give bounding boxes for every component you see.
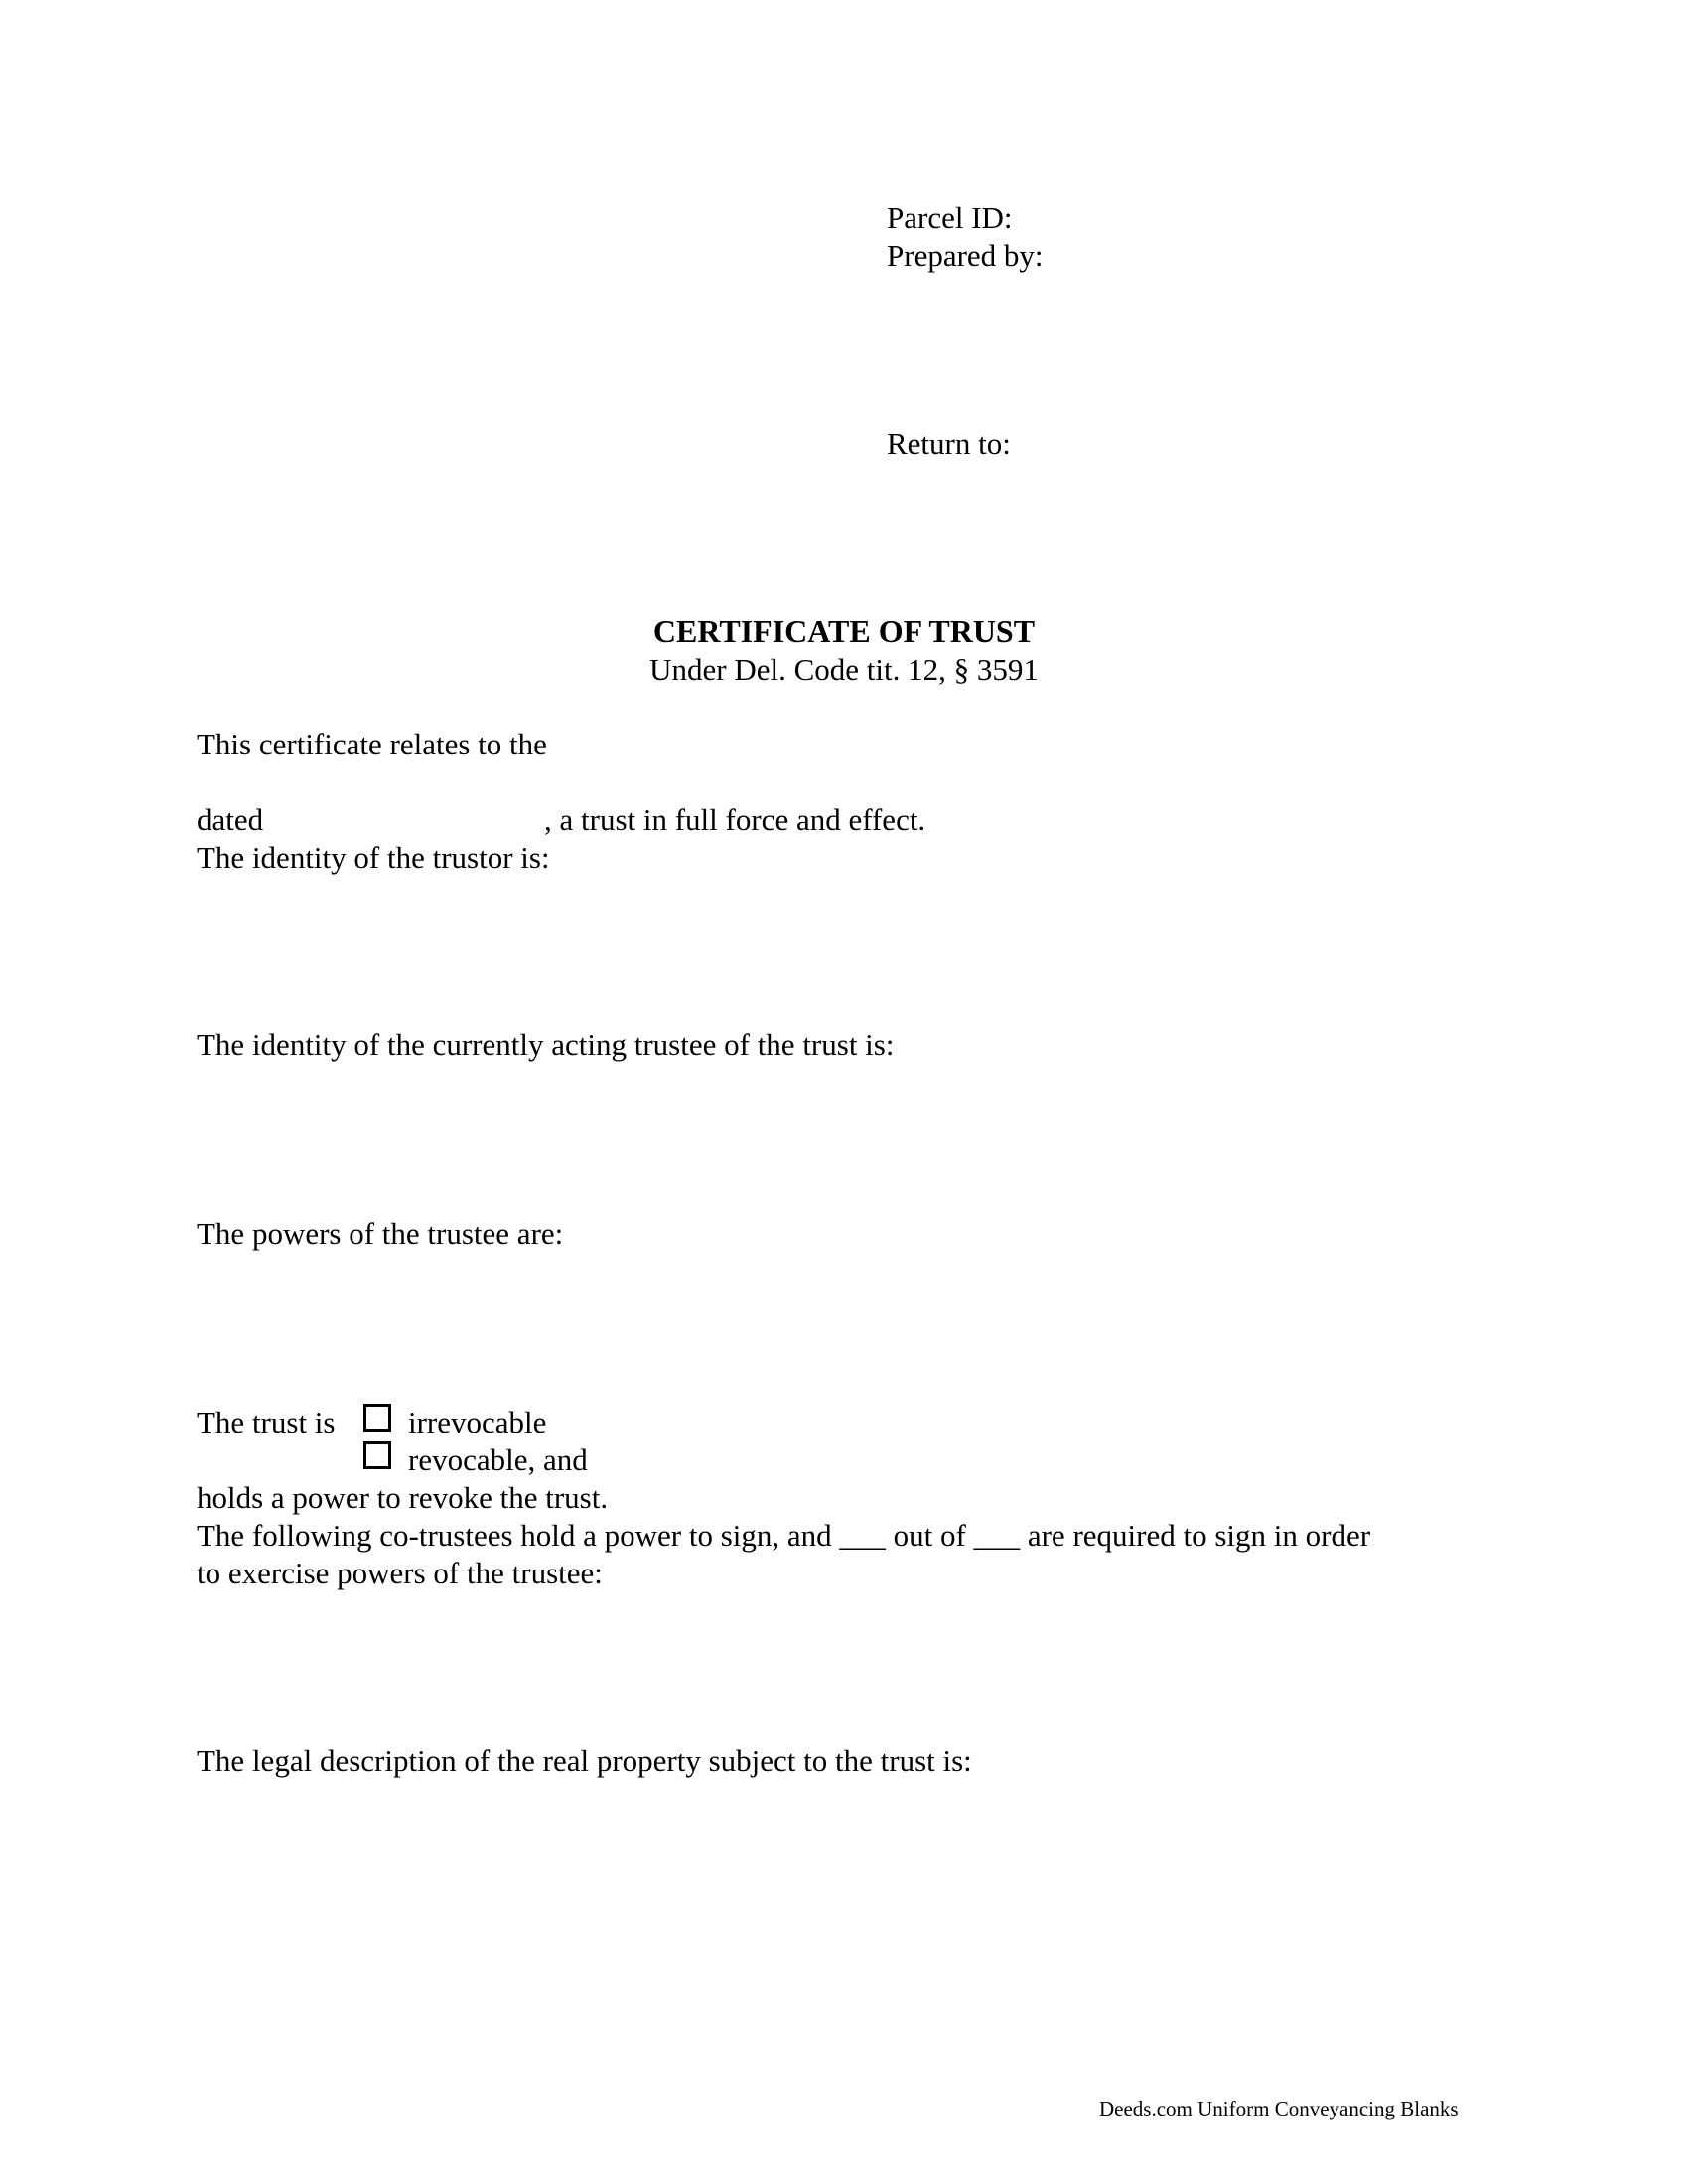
document-title: CERTIFICATE OF TRUST xyxy=(652,614,1036,649)
cotrustees-text-line-1: The following co-trustees hold a power to sign, and ___ out of ___ are required to sign in order xyxy=(197,1518,1371,1553)
cotrustees-text-line-2: to exercise powers of the trustee: xyxy=(197,1556,603,1590)
revocable-checkbox[interactable] xyxy=(363,1441,391,1469)
irrevocable-checkbox[interactable] xyxy=(363,1404,391,1432)
parcel-id-label: Parcel ID: xyxy=(887,201,1013,235)
holds-power-text: holds a power to revoke the trust. xyxy=(197,1480,609,1515)
return-to-label: Return to: xyxy=(887,426,1011,461)
revocable-option-label: revocable, and xyxy=(408,1442,588,1477)
relates-to-text: This certificate relates to the xyxy=(197,727,547,761)
trust-is-label: The trust is xyxy=(197,1405,336,1439)
prepared-by-label: Prepared by: xyxy=(887,238,1044,273)
dated-suffix-text: , a trust in full force and effect. xyxy=(544,802,926,837)
dated-label: dated xyxy=(197,802,264,837)
legal-description-text: The legal description of the real property subject to the trust is: xyxy=(197,1743,972,1778)
trustor-identity-text: The identity of the trustor is: xyxy=(197,840,550,875)
footer-text: Deeds.com Uniform Conveyancing Blanks xyxy=(1099,2097,1459,2120)
trustee-powers-text: The powers of the trustee are: xyxy=(197,1216,564,1251)
irrevocable-option-label: irrevocable xyxy=(408,1405,547,1439)
document-subtitle: Under Del. Code tit. 12, § 3591 xyxy=(649,652,1039,687)
trustee-identity-text: The identity of the currently acting trustee of the trust is: xyxy=(197,1027,895,1062)
